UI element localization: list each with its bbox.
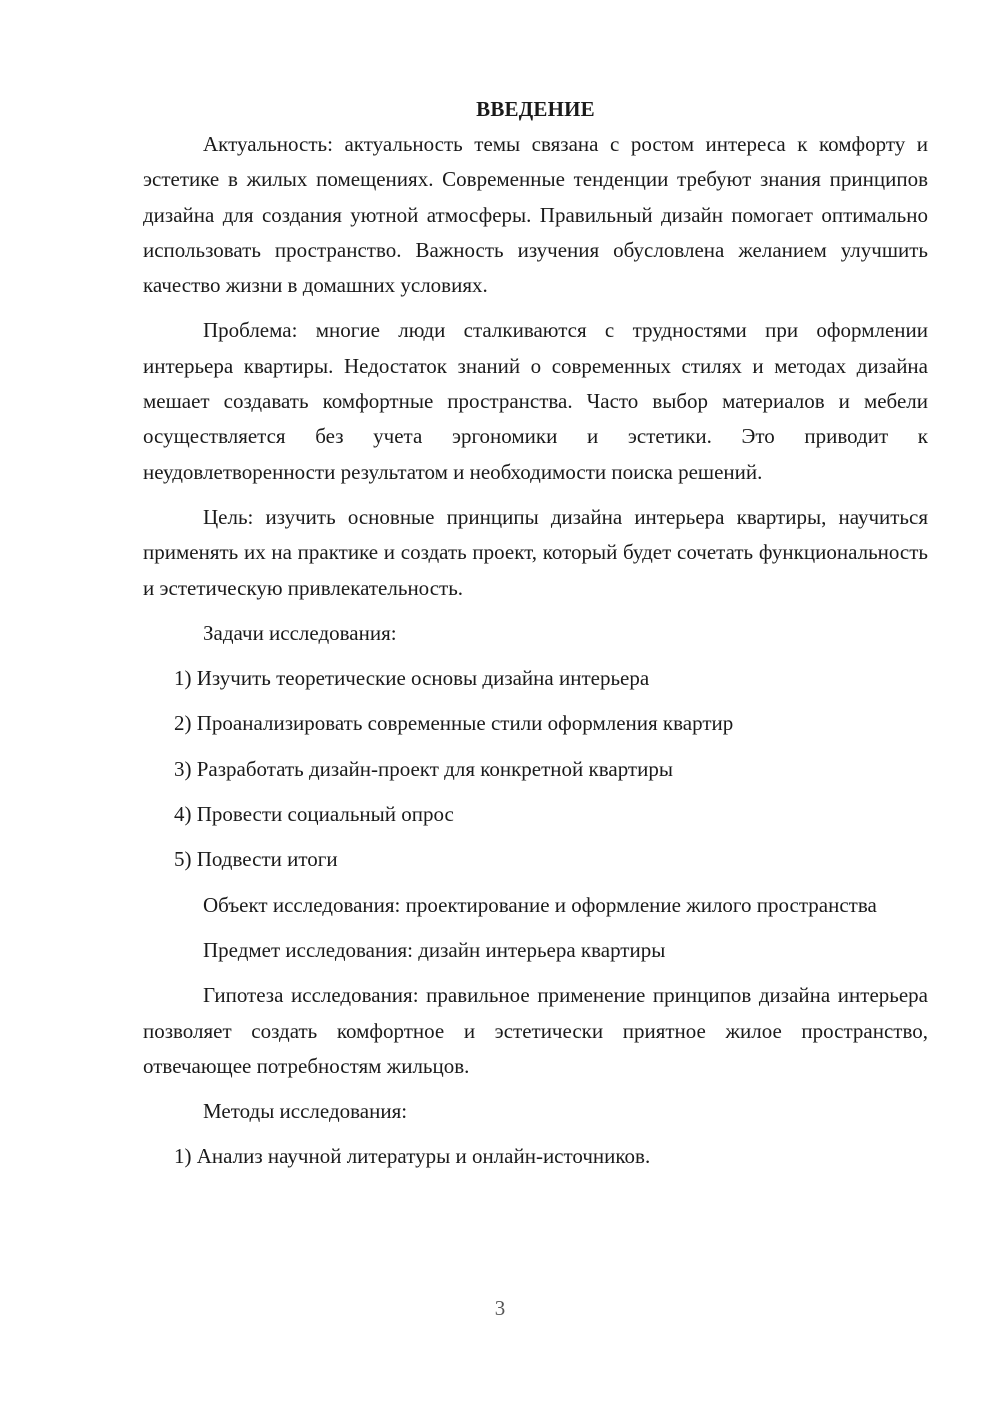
page-number: 3 (494, 1296, 506, 1320)
section-title: ВВЕДЕНИЕ (476, 97, 595, 121)
list-item: 5) Подвести итоги (174, 847, 338, 872)
list-item: 1) Анализ научной литературы и онлайн-источников. (174, 1144, 651, 1169)
goal-paragraph: Цель: изучить основные принципы дизайна интерьера квартиры, научиться применять их на практике и создать проект, который будет сочетать функциональность и эстетическую привлекательность. (143, 504, 928, 600)
hypothesis-paragraph: Гипотеза исследования: правильное применение принципов дизайна интерьера позволяет создать комфортное и эстетически приятное жилое пространство, отвечающее потребностям жильцов. (143, 983, 928, 1078)
tasks-list (143, 661, 928, 877)
list-item: 4) Провести социальный опрос (174, 802, 454, 827)
object-paragraph: Объект исследования: проектирование и оформление жилого пространства (203, 892, 877, 917)
list-item: 2) Проанализировать современные стили оформления квартир (174, 711, 734, 736)
subject-paragraph: Предмет исследования: дизайн интерьера квартиры (203, 937, 666, 962)
methods-list (143, 1139, 928, 1174)
methods-heading: Методы исследования: (203, 1099, 408, 1124)
problem-paragraph: Проблема: многие люди сталкиваются с трудностями при оформлении интерьера квартиры. Недостаток знаний о современных стилях и методах дизайна мешает создавать комфортные пространства. Часто выбор материалов и мебели осуществляется без учета эргономики и эстетики. Это приводит к неудовлетворенности результатом и необходимости поиска решений. (143, 318, 928, 484)
list-item: 3) Разработать дизайн-проект для конкретной квартиры (174, 756, 673, 781)
tasks-heading: Задачи исследования: (203, 620, 397, 645)
document-page (143, 92, 928, 1185)
relevance-paragraph: Актуальность: актуальность темы связана с ростом интереса к комфорту и эстетике в жилых помещениях. Современные тенденции требуют знания принципов дизайна для создания уютной атмосферы. Правильный дизайн помогает оптимально использовать пространство. Важность изучения обусловлена желанием улучшить качество жизни в домашних условиях. (143, 132, 928, 298)
list-item: 1) Изучить теоретические основы дизайна интерьера (174, 666, 650, 691)
